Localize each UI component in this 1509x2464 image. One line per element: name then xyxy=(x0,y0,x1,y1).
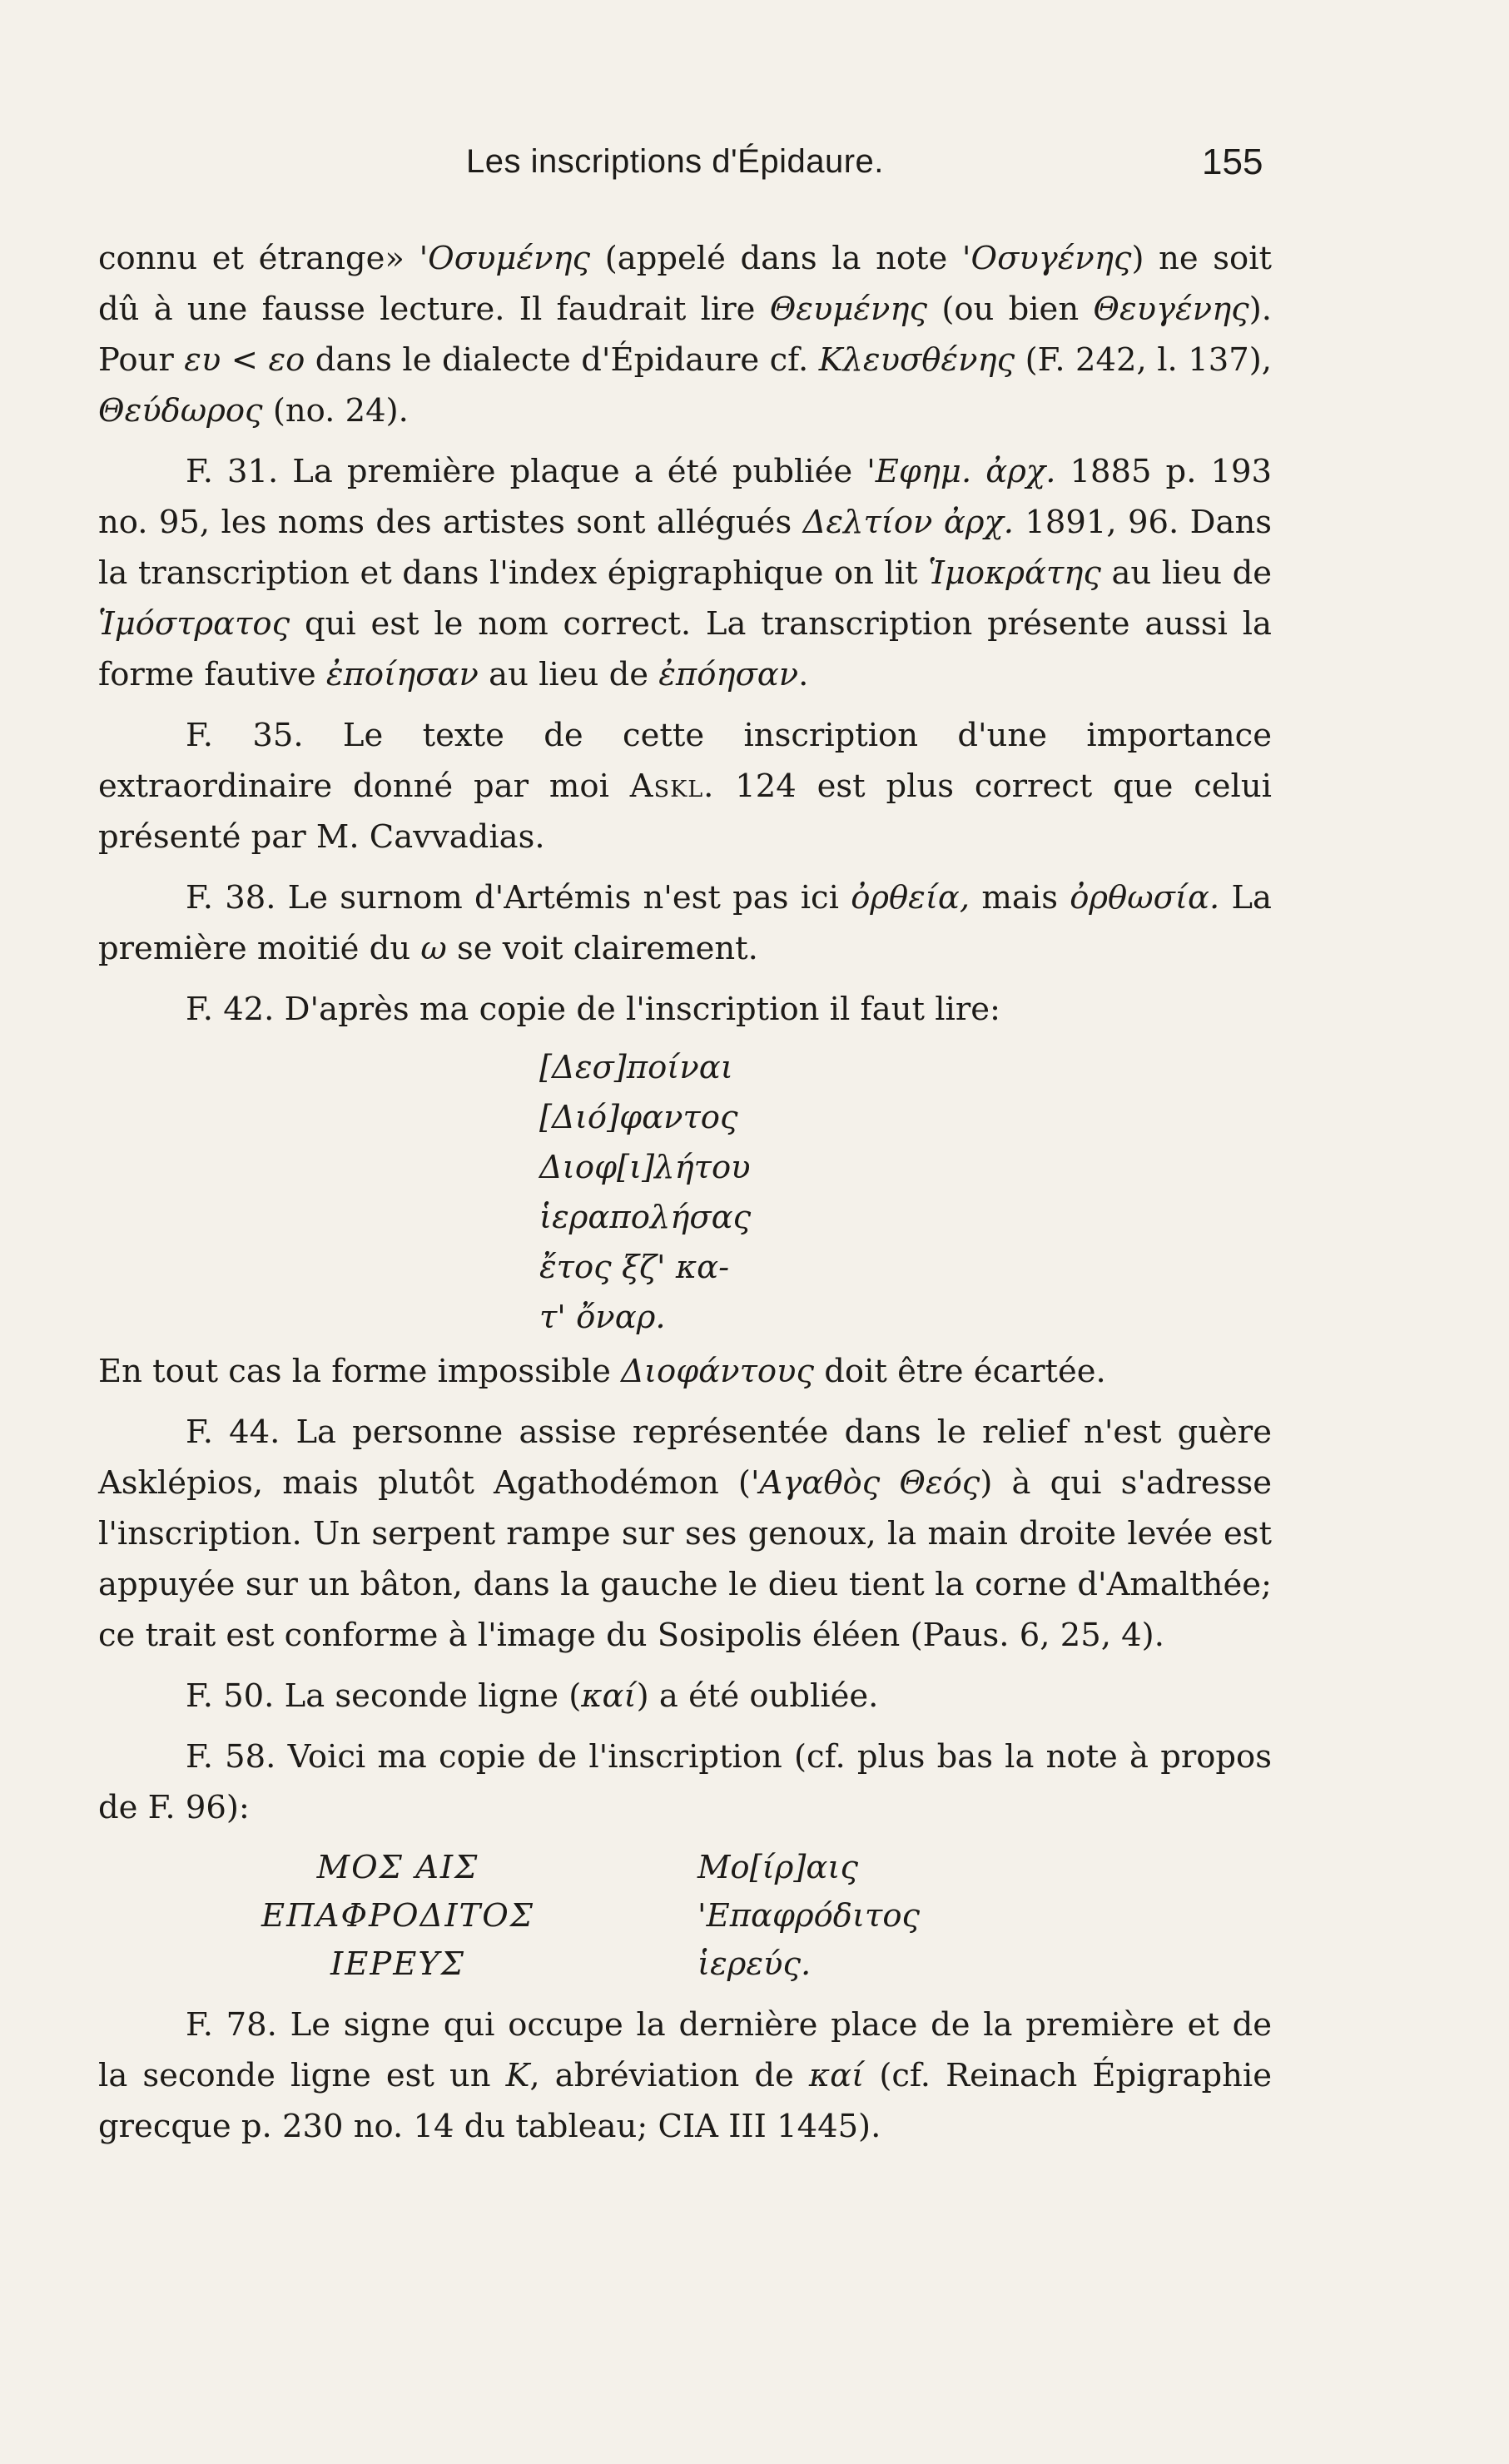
text-span: connu et étrange» xyxy=(98,240,419,277)
greek-word: ἐπόησαν xyxy=(658,656,799,693)
greek-word: 'Οσυμένης xyxy=(419,240,591,277)
paragraph-f31 xyxy=(98,446,1272,700)
text-span: En tout cas la forme impossible xyxy=(98,1353,622,1390)
abbreviation-sign: K xyxy=(505,2057,530,2094)
greek-word: 'Εφημ. ἀρχ. xyxy=(866,453,1056,490)
greek-word: ω xyxy=(420,930,447,967)
text-span: au lieu de xyxy=(1100,554,1272,592)
text-span: qui est le nom correct. La transcription présente aussi la forme fautive xyxy=(98,605,1272,693)
text-span: doit être écartée. xyxy=(814,1353,1106,1390)
text-span: (F. 242, l. 137), xyxy=(1015,341,1273,379)
text-span: (cf. Reinach Épigraphie grecque p. 230 no. 14 du tableau; CIA III 1445). xyxy=(98,2057,1272,2145)
greek-word: Θευμένης xyxy=(769,291,928,328)
small-caps-abbrev: Askl. xyxy=(629,768,715,805)
paragraph-f38 xyxy=(98,872,1272,974)
inscription-row xyxy=(98,1940,1272,1988)
inscription-capitals: EΠAΦPOΔITOΣ xyxy=(261,1896,534,1935)
text-span: ) à qui s'adresse l'inscription. Un serpent rampe sur ses genoux, la main droite levée est appuyée sur un bâton, dans la gauche le dieu tient la corne d'Amalthée; ce trait est conforme à l'image du Sosipolis éléen (Paus. 6, 25, 4). xyxy=(98,1464,1272,1654)
greek-word: Δελτίον ἀρχ. xyxy=(802,504,1015,541)
inscription-line: τ' ὄναρ. xyxy=(539,1299,666,1336)
text-span: F. 58. Voici ma copie de l'inscription (cf. plus bas la note à propos de F. 96): xyxy=(98,1738,1272,1826)
paragraph-f35 xyxy=(98,710,1272,862)
text-span: F. 42. D'après ma copie de l'inscription il faut lire: xyxy=(186,991,1001,1028)
inscription-row xyxy=(98,1843,1272,1891)
text-span: au lieu de xyxy=(478,656,659,693)
inscription-line: Διοφ[ι]λήτου xyxy=(539,1149,751,1186)
inscription-f58 xyxy=(98,1843,1272,1988)
greek-word: Κλευσθένης xyxy=(818,341,1015,379)
text-span: 1891, 96. Dans la transcription et dans l'index épigraphique on lit xyxy=(98,504,1273,592)
text-span: 1885 p. 193 no. 95, les noms des artistes sont allégués xyxy=(98,453,1272,541)
paragraph-f78 xyxy=(98,2000,1272,2152)
text-span: , abréviation de xyxy=(529,2057,809,2094)
text-span: (appelé dans la note xyxy=(590,240,962,277)
text-span: F. 50. La seconde ligne ( xyxy=(186,1677,582,1715)
text-span: F. 44. La personne assise représentée dans le relief n'est guère Asklépios, mais plutôt Agathodémon ( xyxy=(98,1413,1272,1502)
paragraph-f58 xyxy=(98,1731,1272,1833)
running-title: Les inscriptions d'Épidaure. xyxy=(466,143,884,180)
paragraph-continuation xyxy=(98,1346,1272,1397)
text-span: 124 est plus correct que celui présenté par M. Cavvadias. xyxy=(98,768,1272,856)
greek-word: Ἱμόστρατος xyxy=(98,605,290,643)
inscription-f42 xyxy=(98,1043,1272,1343)
greek-word: Θευγένης xyxy=(1093,291,1249,328)
text-span: ) a été oubliée. xyxy=(636,1677,879,1715)
paragraph-f44 xyxy=(98,1407,1272,1661)
text-span: ) ne soit dû à une fausse lecture. Il faudrait lire xyxy=(98,240,1272,328)
greek-word: 'Αγαθὸς Θεός xyxy=(750,1464,980,1502)
inscription-line: [Διό]φαντος xyxy=(539,1099,738,1136)
inscription-capitals: MOΣ AIΣ xyxy=(316,1848,479,1886)
text-span: dans le dialecte d'Épidaure cf. xyxy=(305,341,819,379)
text-span: ). Pour xyxy=(98,291,1272,379)
text-span: F. 35. Le texte de cette inscription d'une importance extraordinaire donné par moi xyxy=(98,717,1272,805)
greek-word: ὀρθεία, xyxy=(851,879,970,917)
greek-word: 'Οσυγένης xyxy=(961,240,1132,277)
greek-word: ἐποίησαν xyxy=(325,656,479,693)
text-span: F. 38. Le surnom d'Artémis n'est pas ici xyxy=(186,879,851,917)
inscription-row xyxy=(98,1891,1272,1940)
page-number: 155 xyxy=(1202,142,1263,182)
text-span: se voit clairement. xyxy=(446,930,758,967)
inscription-line: ἔτος ξζ' κα- xyxy=(539,1249,730,1286)
greek-word: καί xyxy=(581,1677,637,1715)
text-span: F. 78. Le signe qui occupe la dernière place de la première et de la seconde ligne est un xyxy=(98,2006,1272,2094)
text-span: (ou bien xyxy=(927,291,1094,328)
text-span: mais xyxy=(970,879,1070,917)
paragraph-continuation xyxy=(98,233,1272,436)
greek-word: ευ < εο xyxy=(184,341,305,379)
paragraph-f50 xyxy=(98,1671,1272,1721)
greek-word: Διοφάντους xyxy=(621,1353,815,1390)
inscription-line: [Δεσ]ποίναι xyxy=(539,1049,733,1086)
greek-word: Θεύδωρος xyxy=(98,392,263,430)
inscription-transcription: ἱερεύς. xyxy=(697,1945,812,1983)
paragraph-f42 xyxy=(98,984,1272,1035)
greek-word: καί xyxy=(808,2057,865,2094)
text-span: F. 31. La première plaque a été publiée xyxy=(186,453,867,490)
text-span: . xyxy=(798,656,809,693)
greek-word: Ἱμοκράτης xyxy=(928,554,1101,592)
body-text xyxy=(98,233,1272,2152)
text-span: (no. 24). xyxy=(262,392,409,430)
inscription-line: ἱεραπολήσας xyxy=(539,1199,752,1236)
text-span: La première moitié du xyxy=(98,879,1272,967)
inscription-transcription: 'Επαφρόδιτος xyxy=(697,1896,921,1935)
greek-word: ὀρθωσία. xyxy=(1070,879,1220,917)
inscription-transcription: Μο[ίρ]αις xyxy=(697,1848,859,1886)
inscription-capitals: IEPEYΣ xyxy=(330,1945,465,1983)
